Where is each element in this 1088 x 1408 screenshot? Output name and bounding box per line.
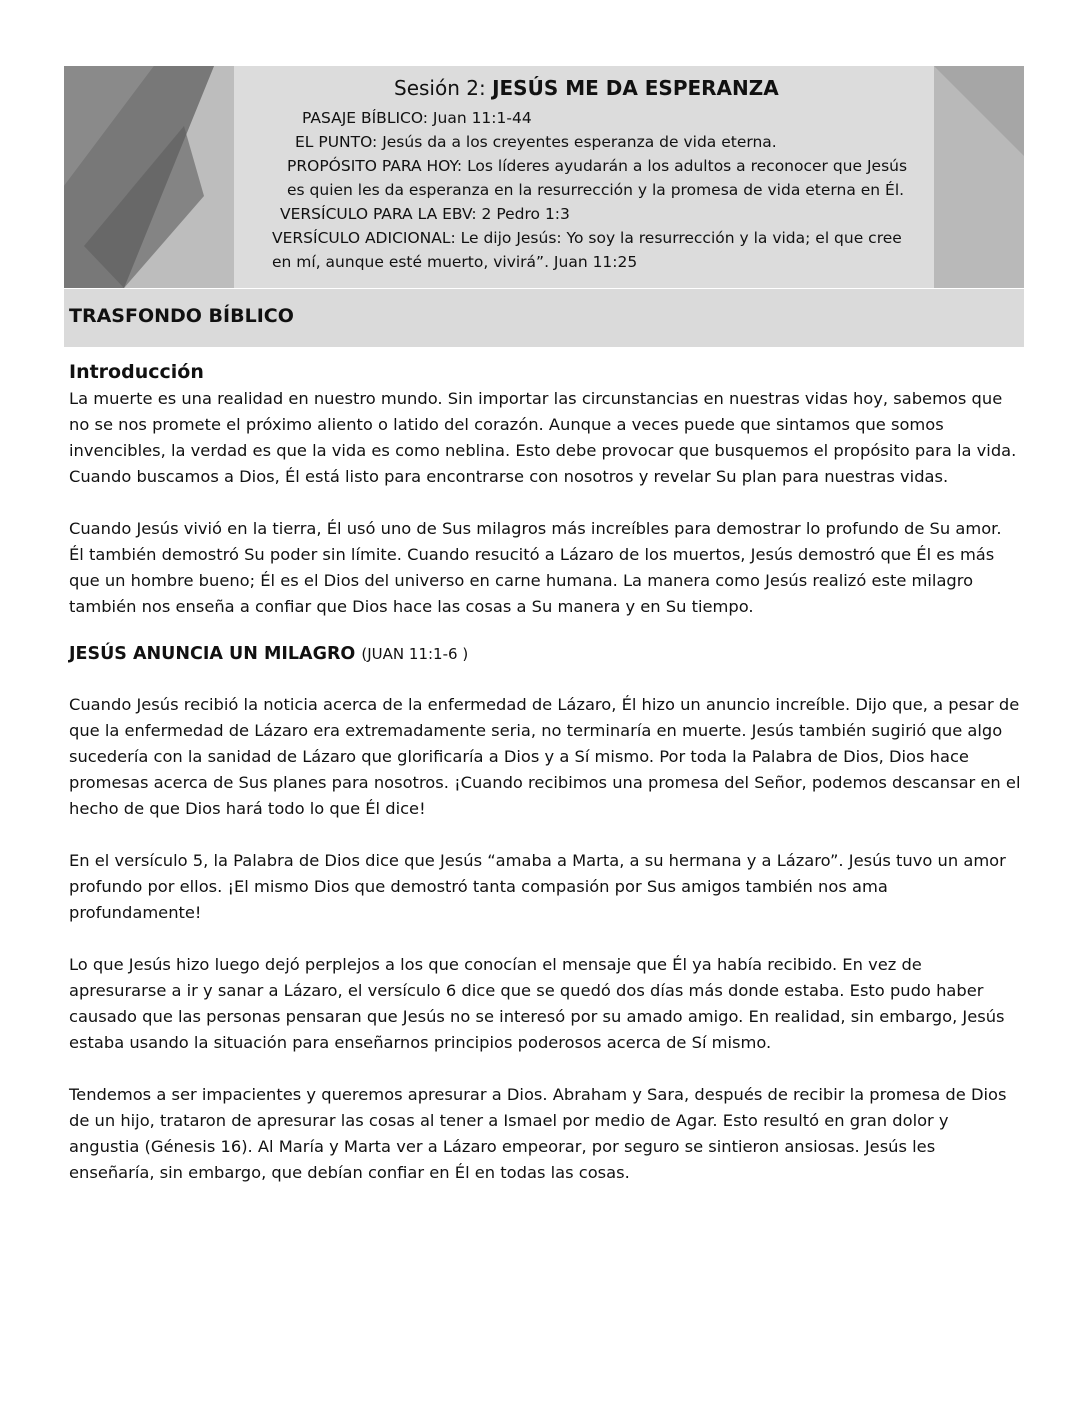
session-title <box>394 76 779 101</box>
purpose-line-2: es quien les da esperanza en la resurrección y la promesa de vida eterna en Él. <box>287 181 905 199</box>
additional-verse-line-2: en mí, aunque esté muerto, vivirá”. Juan 11:25 <box>272 253 638 271</box>
milagro-paragraph-2: En el versículo 5, la Palabra de Dios dice que Jesús “amaba a Marta, a su hermana y a Lázaro”. Jesús tuvo un amor profundo por ellos. ¡El mismo Dios que demostró tanta compasión por Sus amigos también nos ama profundamente! <box>69 851 1006 922</box>
milagro-heading <box>69 640 1021 668</box>
milagro-reference: (JUAN 11:1-6 ) <box>361 645 469 663</box>
purpose-line: PROPÓSITO PARA HOY: Los líderes ayudarán a los adultos a reconocer que Jesús <box>287 157 908 175</box>
point-line: EL PUNTO: Jesús da a los creyentes esperanza de vida eterna. <box>295 133 777 151</box>
ebv-verse-line: VERSÍCULO PARA LA EBV: 2 Pedro 1:3 <box>280 205 570 223</box>
milagro-heading-text: JESÚS ANUNCIA UN MILAGRO <box>69 644 356 664</box>
session-banner <box>64 66 1024 288</box>
intro-paragraph-1: La muerte es una realidad en nuestro mundo. Sin importar las circunstancias en nuestras vidas hoy, sabemos que no se nos promete el próximo aliento o latido del corazón. Aunque a veces puede que sintamos que somos invencibles, la verdad es que la vida es como neblina. Esto debe provocar que busquemos el propósito para la vida. Cuando buscamos a Dios, Él está listo para encontrarse con nosotros y revelar Su plan para nuestras vidas. <box>69 389 1017 486</box>
intro-heading: Introducción <box>69 361 204 383</box>
milagro-paragraph-1: Cuando Jesús recibió la noticia acerca de la enfermedad de Lázaro, Él hizo un anuncio increíble. Dijo que, a pesar de que la enfermedad de Lázaro era extremadamente seria, no terminaría en muerte. Jesús también sugirió que algo sucedería con la sanidad de Lázaro que glorificaría a Dios y a Sí mismo. Por toda la Palabra de Dios, Dios hace promesas acerca de Sus planes para nosotros. ¡Cuando recibimos una promesa del Señor, podemos descansar en el hecho de que Dios hará todo lo que Él dice! <box>69 695 1021 818</box>
session-name: JESÚS ME DA ESPERANZA <box>492 76 779 100</box>
document-body <box>69 358 1021 1186</box>
additional-verse-line: VERSÍCULO ADICIONAL: Le dijo Jesús: Yo soy la resurrección y la vida; el que cree <box>272 229 902 247</box>
intro-paragraph-2: Cuando Jesús vivió en la tierra, Él usó uno de Sus milagros más increíbles para demostrar lo profundo de Su amor. Él también demostró Su poder sin límite. Cuando resucitó a Lázaro de los muertos, Jesús demostró que Él es más que un hombre bueno; Él es el Dios del universo en carne humana. La manera como Jesús realizó este milagro también nos enseña a confiar que Dios hace las cosas a Su manera y en Su tiempo. <box>69 519 1002 616</box>
milagro-paragraph-3: Lo que Jesús hizo luego dejó perplejos a los que conocían el mensaje que Él ya había recibido. En vez de apresurarse a ir y sanar a Lázaro, el versículo 6 dice que se quedó dos días más donde estaba. Esto pudo haber causado que las personas pensaran que Jesús no se interesó por su amado amigo. En realidad, sin embargo, Jesús estaba usando la situación para enseñarnos principios poderosos acerca de Sí mismo. <box>69 955 1005 1052</box>
section-bar <box>64 289 1024 347</box>
passage-line: PASAJE BÍBLICO: Juan 11:1-44 <box>302 109 532 127</box>
section-title: TRASFONDO BÍBLICO <box>69 305 294 327</box>
session-number: Sesión 2: <box>394 76 493 100</box>
banner-text <box>64 66 1024 288</box>
milagro-paragraph-4: Tendemos a ser impacientes y queremos apresurar a Dios. Abraham y Sara, después de recibir la promesa de Dios de un hijo, trataron de apresurar las cosas al tener a Ismael por medio de Agar. Esto resultó en gran dolor y angustia (Génesis 16). Al María y Marta ver a Lázaro empeorar, por seguro se sintieron ansiosas. Jesús les enseñaría, sin embargo, que debían confiar en Él en todas las cosas. <box>69 1085 1007 1182</box>
